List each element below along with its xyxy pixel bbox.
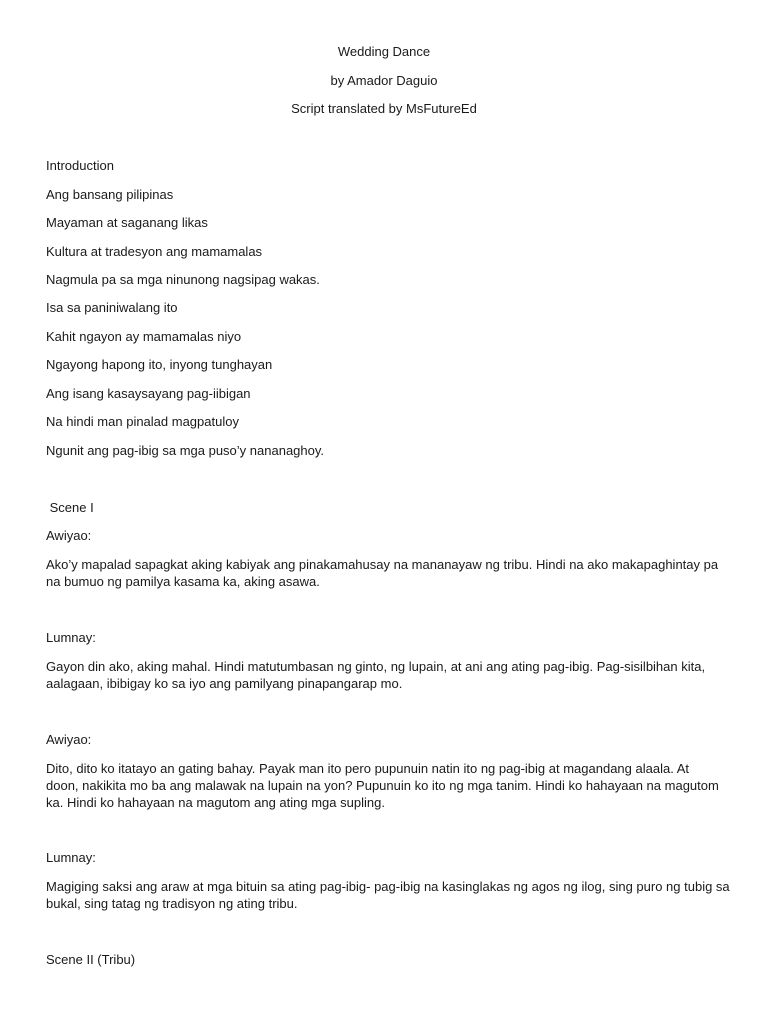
intro-line: Ngunit ang pag-ibig sa mga puso’y nananaghoy. [46,443,325,458]
speaker-label: Awiyao: [46,732,92,747]
document-author: by Amador Daguio [330,73,438,88]
dialogue-line: Dito, dito ko itatayo an gating bahay. Payak man ito pero pupunuin natin ito ng pag-ibig at magandang alaala. At [46,761,689,776]
speaker-label: Lumnay: [46,850,96,865]
intro-heading: Introduction [46,158,114,173]
dialogue-line: ka. Hindi ko hahayaan na magutom ang ating mga supling. [46,795,385,810]
scene-heading: Scene I [46,500,94,515]
dialogue-line: doon, nakikita mo ba ang malawak na lupain na yon? Pupunuin ko ito ng mga tanim. Hindi ko hahayaan na magutom [46,778,719,793]
speaker-label: Lumnay: [46,630,96,645]
document-title: Wedding Dance [337,44,431,59]
intro-line: Ang bansang pilipinas [46,187,174,202]
intro-line: Kultura at tradesyon ang mamamalas [46,244,263,259]
intro-line: Kahit ngayon ay mamamalas niyo [46,329,242,344]
dialogue-paragraph [46,556,722,590]
intro-line: Ang isang kasaysayang pag-iibigan [46,386,251,401]
speaker-label: Awiyao: [46,528,92,543]
dialogue-paragraph [46,760,722,811]
dialogue-line: bukal, sing tatag ng tradisyon ng ating tribu. [46,896,298,911]
dialogue-line: Magiging saksi ang araw at mga bituin sa ating pag-ibig- pag-ibig na kasinglakas ng agos ng ilog, sing puro ng tubig sa [46,879,730,894]
dialogue-paragraph [46,878,730,912]
dialogue-paragraph [46,658,722,692]
dialogue-line: na bumuo ng pamilya kasama ka, aking asawa. [46,574,320,589]
intro-line: Nagmula pa sa mga ninunong nagsipag wakas. [46,272,320,287]
document-credit: Script translated by MsFutureEd [291,101,477,116]
scene-heading: Scene II (Tribu) [46,952,136,967]
intro-line: Mayaman at saganang likas [46,215,208,230]
dialogue-line: Gayon din ako, aking mahal. Hindi matutumbasan ng ginto, ng lupain, at ani ang ating pag-ibig. Pag-sisilbihan kita, [46,659,706,674]
intro-line: Na hindi man pinalad magpatuloy [46,414,239,429]
dialogue-line: aalagaan, ibibigay ko sa iyo ang pamilyang pinapangarap mo. [46,676,403,691]
intro-line: Ngayong hapong ito, inyong tunghayan [46,357,273,372]
intro-line: Isa sa paniniwalang ito [46,300,178,315]
dialogue-line: Ako’y mapalad sapagkat aking kabiyak ang pinakamahusay na mananayaw ng tribu. Hindi na ako makapaghintay pa [46,557,719,572]
